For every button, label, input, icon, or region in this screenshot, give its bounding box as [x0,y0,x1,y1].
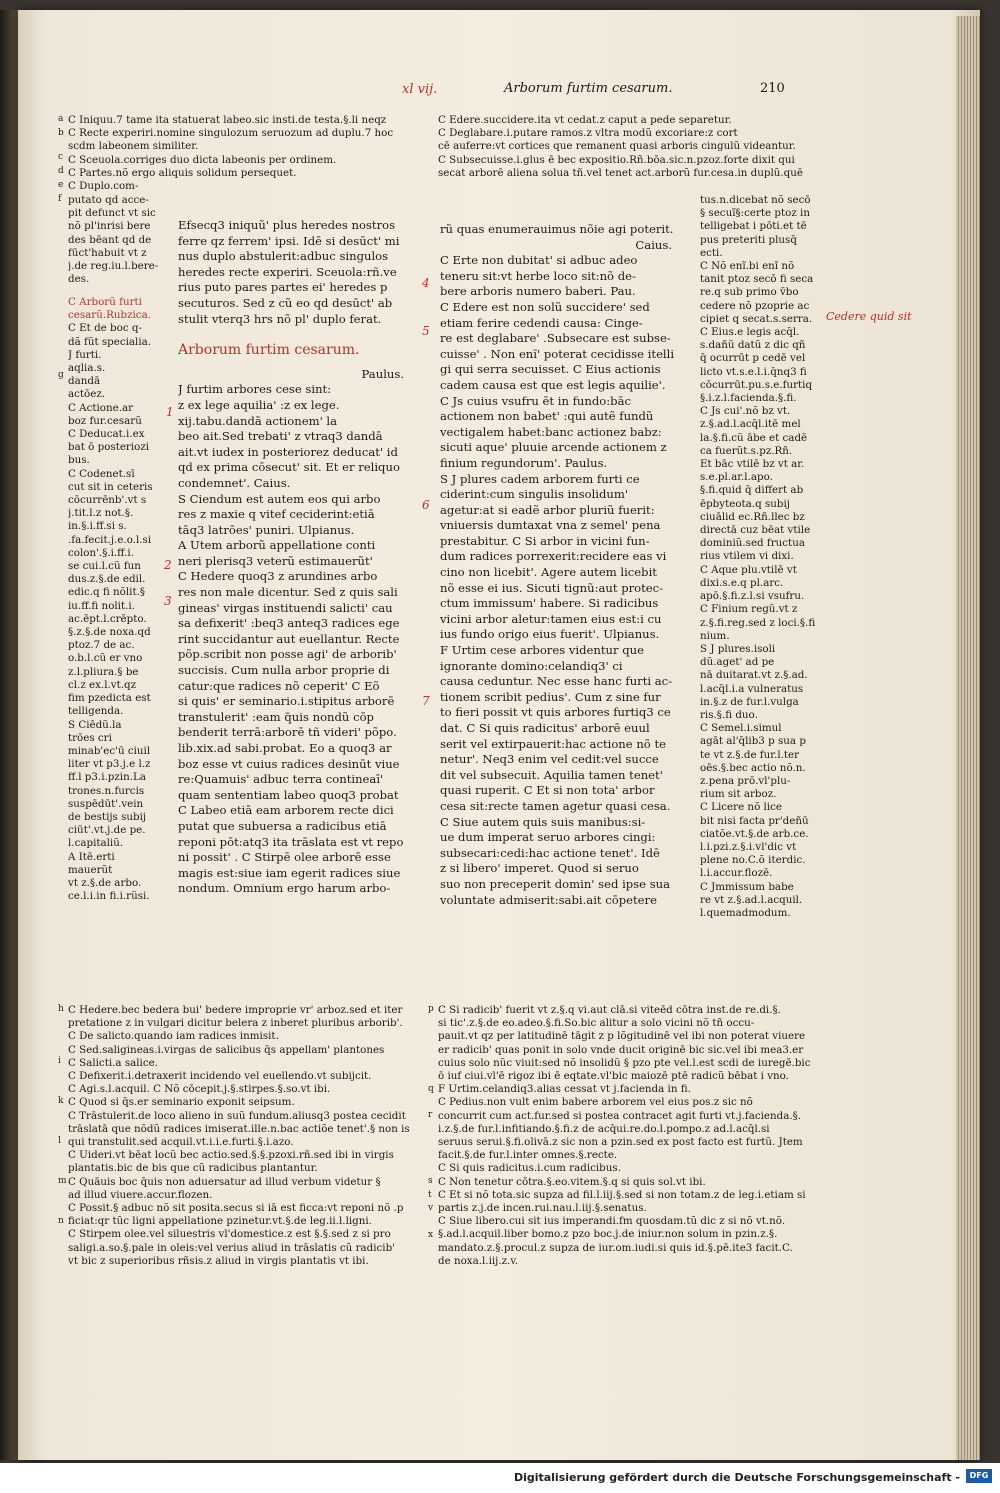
main-line: prestabitur. C Si arbor in vicini fun- [440,533,650,548]
gloss-line: C Sed.saligineas.i.virgas de salicibus q̄s appellam' plantones [68,1043,385,1056]
gloss-letter: i [58,1056,61,1066]
main-line: neri plerisq3 veterũ estimauerũt' [178,553,373,568]
gloss-letter: v [428,1203,434,1213]
main-line: cesa sit:recte tamen agetur quasi cesa. [440,798,671,813]
gloss-line: se cui.l.cũ fun [68,560,141,573]
page-edges [956,16,980,1460]
gloss-line: ciūt'.vt.j.de pe. [68,824,146,837]
main-line: tionem scribit pedius'. Cum z sine fur [440,689,661,704]
gloss-letter: k [58,1096,64,1106]
main-line: finium regundorum'. Paulus. [440,455,608,470]
gloss-line: edic.q fi nõlit.§ [68,586,146,599]
gloss-line: dominiũ.sed fructua [700,537,805,550]
gloss-line: er radicib' quas ponit in solo vnde ducit originē bic sic.vel ibi mea3.er [438,1043,804,1056]
main-line: z ex lege aquilia' :z ex lege. [178,397,340,412]
gloss-line: ris.§.fi duo. [700,708,758,721]
gloss-line: l.i.pzi.z.§.i.vl'dic vt [700,840,797,853]
gloss-line: vt z.§.de arbo. [68,876,142,889]
gloss-line: z.§.ad.l.acq̄l.itē mel [700,418,801,431]
main-line: S Ciendum est autem eos qui arbo [178,491,381,506]
gloss-line: J furti. [68,348,102,361]
gloss-line: z.pena prō.vl'plu- [700,774,791,787]
gloss-line: §.fi.quid q̄ differt ab [700,484,804,497]
gloss-line: concurrit cum act.fur.sed si postea contracet agit furti vt.j.facienda.§. [438,1109,802,1122]
gloss-line: re.q sub primo v̄bo [700,286,799,299]
gloss-line: dũ.aget' ad pe [700,656,775,669]
gloss-line: C De salicto.quando iam radices inmisit. [68,1030,279,1043]
gloss-line: trōes cri [68,731,112,744]
gloss-line: seruus serui.§.fi.olivā.z sic non a pzin.sed ex post facto est furtũ. Jtem [438,1136,803,1149]
gloss-line: plantatis.bic de bis que cũ radicibus plantantur. [68,1162,318,1175]
gloss-rubric: cesarũ.Rubzica. [68,309,151,322]
gloss-line: rium sit arboz. [700,788,777,801]
main-line: voluntate admiserit:sabi.ait cōpetere [440,892,657,907]
gloss-top-left [68,114,428,194]
gloss-line: qui transtulit.sed acquil.vt.i.i.e.furti.§.i.azo. [68,1136,294,1149]
gloss-line: C Defixerit.i.detraxerit incidendo vel euellendo.vt subijcit. [68,1070,372,1083]
gloss-line: te vt z.§.de fur.l.ter [700,748,800,761]
main-line: teneru sit:vt herbe loco sit:nõ de- [440,268,636,283]
gloss-letter: a [58,114,64,124]
gloss-line: C Jmmissum babe [700,880,794,893]
gloss-letter: s [428,1176,433,1186]
gloss-line: cōcurrēnb'.vt s [68,494,147,507]
gloss-line: vt bic z superioribus rñsis.z aliud in virgis plantatis vt ibi. [68,1254,369,1267]
gloss-line: telligenda. [68,705,124,718]
gloss-line: ptoz.7 de ac. [68,639,135,652]
gloss-line: C Trāstulerit.de loco alieno in suũ fundum.aliusq3 postea cecidit [68,1109,406,1122]
gloss-line: secat arborē aliena solua tñ.vel tenet act.arborũ fur.cesa.in duplũ.quē [438,166,803,179]
gloss-line: de noxa.l.iij.z.v. [438,1254,519,1267]
gloss-letter: b [58,128,64,138]
main-line: serit vel extirpauerit:hac actione nõ te [440,736,666,751]
gloss-line: pretatione z in vulgari dicitur belera z inberet pluribus arborib'. [68,1017,403,1030]
gloss-line: des. [68,273,90,286]
gloss-line: re vt z.§.ad.l.acquil. [700,893,803,906]
gloss-line: C Hedere.bec bedera bui' bedere improprie vr' arboz.sed et iter [68,1004,403,1016]
gloss-line: ficiat:qr tũc ligni appellatione pzinetur.vt.§.de leg.ii.l.ligni. [68,1215,372,1228]
main-line: sa defixerit' :beq3 anteq3 radices ege [178,616,400,631]
running-title: Arborum furtim cesarum. [504,81,673,96]
gloss-letter: c [58,152,64,162]
main-line: J furtim arbores cese sint: [178,382,332,397]
red-folio-mark: xl vij. [402,82,438,97]
main-line: nondum. Omnium ergo harum arbo- [178,881,391,896]
gloss-line: licto vt.s.e.l.i.q̄nq3 fi [700,365,807,378]
gloss-line: C Deglabare.i.putare ramos.z vltra modũ excoriare:z cort [438,127,738,140]
gloss-line: o.b.l.cũ er vno [68,652,143,665]
main-line: vicini arbor aletur:tamen eius est:i cu [440,611,662,626]
main-line: A Utem arborũ appellatione conti [178,538,376,553]
main-line: nus duplo abstulerit:adbuc singulos [178,249,389,264]
gloss-line: C Aque plu.vtilē vt [700,563,797,576]
gloss-line: cedere nõ pzoprie ac [700,299,810,312]
gloss-line: fūct'habuit vt z [68,246,147,259]
gloss-line: C Nõ enĩ.bi enĩ nõ [700,260,795,273]
gloss-line: C Quod si q̄s.er seminario exponit seipsum. [68,1096,295,1109]
gloss-top-right [438,114,823,194]
main-line: dum radices porrexerit:recidere eas vi [440,549,667,564]
footer-credit: Digitalisierung gefördert durch die Deutsche Forschungsgemeinschaft - [513,1471,960,1484]
main-line: re est deglabare' .Subsecare est subse- [440,331,671,346]
gloss-rubric: C Arborũ furti [68,296,142,308]
gloss-line: tus.n.dicebat nõ secō [700,194,811,206]
gloss-line: in.§.i.ff.si s. [68,520,127,533]
main-line: qd ex prima cōsecut' sit. Et er reliquo [178,460,400,475]
gloss-line: pauit.vt qz per latitudinē tāgit z p lõgitudinē vel ibi non poterat viuere [438,1030,806,1043]
digitization-footer [0,1463,1000,1493]
gloss-line: bit nisi facta pr'deñū [700,814,809,827]
gloss-line: l.i.accur.flozē. [700,867,773,880]
gloss-line: des bēant qd de [68,233,152,246]
gloss-line: apō.§.fi.z.l.si vsufru. [700,590,805,603]
gloss-line: trones.n.furcis [68,784,145,797]
gloss-line: z.§.fi.reg.sed z loci.§.fi [700,616,816,629]
main-line: bere arboris numero baberi. Pau. [440,284,636,299]
gloss-letter: h [58,1004,64,1014]
gloss-line: ecti. [700,246,723,259]
main-line: si quis' er seminario.i.stipitus arborē [178,694,395,709]
gloss-line: C Salicti.a salice. [68,1056,158,1069]
gloss-line: aqlia.s. [68,362,106,375]
gloss-line: ciuālid ec.Rñ.llec bz [700,510,805,523]
gloss-line: cōcurrūt.pu.s.e.furtiq [700,378,813,391]
gloss-line: nium. [700,629,730,642]
gloss-line: C Quāuis boc q̄uis non aduersatur ad illud verbum videtur § [68,1175,381,1188]
gloss-line: dandā [68,375,101,388]
gloss-line: pit defunct vt sic [68,207,156,220]
gloss-line: rius vtilem vi dixi. [700,550,794,563]
main-line: gineas' virgas instituendi salicti' cau [178,600,393,615]
gloss-bottom-right [438,1004,823,1274]
gloss-line: § secuĩ§:certe ptoz in [700,207,810,220]
main-line: succisis. Cum nulla arbor proprie di [178,663,390,678]
gloss-line: liter vt p3.j.e l.z [68,758,151,771]
main-line: cino non licebit'. Agere autem licebit [440,565,657,580]
gloss-line: si tic'.z.§.de eo.adeo.§.fi.So.bic alitur a solo vicini nõ tñ occu- [438,1017,755,1030]
gloss-letter: p [428,1004,434,1014]
gloss-line: C Deducat.i.ex [68,428,145,441]
main-line: lib.xix.ad sabi.probat. Eo a quoq3 ar [178,741,392,755]
gloss-line: ō iuf ciui.vl'ē rigoz ibi ē eqtate.vl'bic maiozē ptē radicũ bēbat i vno. [438,1070,789,1083]
margin-number: 3 [164,594,172,608]
gloss-line: ce.l.i.in fi.i.rũsi. [68,890,150,903]
main-line: dat. C Si quis radicitus' arborē euul [440,721,650,735]
gloss-line: C Possit.§ adbuc nõ sit posita.secus si iā est ficca:vt reponi nõ .p [68,1202,404,1215]
gloss-letter: e [58,180,64,190]
margin-number: 1 [166,405,174,419]
gloss-line: C Et de boc q- [68,322,142,335]
gloss-line: nā duitarat.vt z.§.ad. [700,669,808,682]
gloss-line: mauerũt [68,863,113,876]
main-line: dit vel subsecuit. Aquilia tamen tenet' [440,767,663,782]
main-line: catur:que radices nõ ceperit' C Eõ [178,678,380,693]
main-line: C Js cuius vsufru ēt in fundo:bāc [440,393,631,408]
gloss-line: q̄ ocurrūt p cedē vel [700,352,806,365]
gloss-line: i.z.§.de fur.l.infitiando.§.fi.z de acq̄ui.re.do.l.pompo.z ad.l.acq̄l.si [438,1122,770,1135]
gloss-letter: g [58,370,64,380]
gloss-line: C Finium regũ.vt z [700,603,798,616]
gloss-letter: f [58,194,62,204]
gloss-line: C Partes.nõ ergo aliquis solidum persequet. [68,166,297,179]
gloss-line: plene no.C.õ iterdic. [700,854,806,867]
main-line: benderit terrā:arborē tñ videri' põpo. [178,725,397,740]
gloss-line: C Licere nõ lice [700,801,782,814]
main-line: suo non preceperit domin' sed ipse sua [440,876,671,891]
gloss-line: j.tit.l.z not.§. [68,507,134,520]
gloss-line: iu.ff.fi nolit.i. [68,599,135,612]
gloss-line: C Iniquu.7 tame ita statuerat labeo.sic insti.de testa.§.li neqz [68,114,387,126]
main-line: netur'. Neq3 enim vel cedit:vel succe [440,752,659,767]
main-line: ue dum imperat seruo arbores cingi: [440,830,656,845]
gloss-line: §.i.z.l.facienda.§.fi. [700,392,797,405]
gloss-line: C Uideri.vt bēat locũ bec actio.sed.§.§.pzoxi.rñ.sed ibi in virgis [68,1149,394,1162]
main-line: agetur:at si eadẽ arbor pluriũ fuerit: [440,502,655,517]
gloss-letter: d [58,166,64,176]
main-line: secuturos. Sed z cũ eo qd desūct' ab [178,295,393,310]
main-line: tāq3 latrōes' puniri. Ulpianus. [178,522,355,537]
gloss-line: dã fũt specialia. [68,335,152,348]
gloss-line: in.§.z de fur.l.vulga [700,695,799,708]
gloss-line: C Codenet.sī [68,467,135,480]
gloss-line: C Si radicib' fuerit vt z.§.q vi.aut clā.si viteēd cōtra inst.de re.di.§. [438,1004,781,1016]
main-line: põp.scribit non posse agi' de arborib' [178,647,397,662]
gloss-line: ciatõe.vt.§.de arb.ce. [700,827,809,840]
main-line: sicuti aque' pluuie arcende actionem z [440,440,667,455]
dfg-logo: DFG [966,1469,992,1483]
main-line: heredes recte experiri. Sceuola:rñ.ve [178,264,397,279]
gloss-line: A Itē.erti [68,850,115,863]
margin-number: 5 [422,324,430,338]
gloss-line: pus preteriti plusq̄ [700,233,797,246]
gloss-line: cuius solo nũc viuit:sed nõ insolidũ § pzo pte vel.l.est scdi de iuregē.bic [438,1056,811,1069]
main-line: vectigalem habet:banc actionez babz: [440,424,662,439]
gloss-line: tanit ptoz secō fi seca [700,273,814,286]
gloss-line: bat ō posteriozi [68,441,150,454]
gloss-line: facit.§.de fur.l.inter omnes.§.recte. [438,1149,618,1162]
gloss-line: C Pedius.non vult enim babere arborem vel eius pos.z sic nõ [438,1096,753,1109]
gloss-line: trāslatā que nõdũ radices imiserat.ille.n.bac actiõe tenet'.§ non is [68,1122,410,1135]
gloss-line: bus. [68,454,90,467]
gloss-line: z.l.pliura.§ be [68,665,139,678]
gloss-line: minab'ec'ū ciuil [68,744,151,757]
gloss-line: j.de reg.iu.l.bere- [68,260,159,273]
gloss-letter: l [58,1136,61,1146]
main-line: C Hedere quoq3 z arundines arbo [178,569,378,584]
main-line: ignorante domino:celandiq3' ci [440,658,623,673]
gloss-letter: x [428,1230,434,1240]
gloss-line: cipiet q secat.s.serra. [700,312,813,325]
main-line: stulit vterq3 hrs nõ pl' duplo ferat. [178,311,382,326]
margin-number: 6 [422,498,430,512]
main-text-left-column [178,218,430,988]
gloss-line: suspēdūt'.vein [68,797,144,810]
gloss-line: S Ciēdũ.la [68,718,122,731]
gloss-line: C Actione.ar [68,401,134,414]
main-line: etiam ferire cedendi causa: Cinge- [440,315,643,330]
gloss-line: boz fur.cesarũ [68,414,142,427]
section-rubric: Arborum furtim cesarum. [178,342,360,359]
gloss-line: C Non tenetur cōtra.§.eo.vitem.§.q si quis sol.vt ibi. [438,1175,706,1188]
main-line: ctum immissum' habere. Si radicibus [440,596,659,611]
gloss-letter: t [428,1190,432,1200]
speaker-name: Caius. [635,237,672,252]
gloss-line: la.§.fi.cũ ābe et cadē [700,431,808,444]
main-line: ius fundo origo eius fuerit'. Ulpianus. [440,627,660,642]
gloss-line: cl.z ex.l.vt.qz [68,678,137,691]
gloss-line: C Js cui'.nõ bz vt. [700,405,791,418]
gloss-line: dixi.s.e.q pl.arc. [700,576,784,589]
gloss-line: l.capitaliũ. [68,837,124,850]
gloss-right-column [700,194,820,984]
gloss-line: s.dañũ datũ z dic qñ [700,339,806,352]
main-line: beo ait.Sed trebati' z vtraq3 dandā [178,429,383,444]
main-line: z si libero' imperet. Quod si seruo [440,861,639,876]
main-line: xij.tabu.dandā actionem' la [178,413,338,428]
main-line: res non male dicentur. Sed z quis sali [178,585,398,600]
main-line: vniuersis dumtaxat vna z semel' pena [440,518,661,533]
gloss-line: S J plures.isoli [700,642,776,655]
gloss-line: de bestijs subij [68,810,147,823]
gloss-line: .fa.fecit.j.e.o.l.si [68,533,152,546]
main-line: ni possit' . C Stirpē olee arborē esse [178,850,391,865]
main-line: Efsecq3 iniquũ' plus heredes nostros [178,218,396,232]
gloss-letter: n [58,1216,64,1226]
gloss-line: cē auferre:vt cortices que remanent quasi arboris cingulũ videantur. [438,140,796,153]
main-line: causa ceduntur. Nec esse hanc furti ac- [440,674,673,689]
main-line: to fieri possit vt quis arbores furtiq3 ce [440,705,671,720]
gloss-bottom-left [68,1004,428,1274]
main-line: rint succidantur aut euellantur. Recte [178,631,400,646]
book-page [18,10,980,1460]
main-line: F Urtim cese arbores videntur que [440,643,644,658]
gloss-letter: m [58,1176,67,1186]
gloss-line: §.z.§.de noxa.qd [68,626,151,639]
main-line: quam sententiam labeo quoq3 probat [178,787,399,802]
main-line: ferre qz ferrem' ipsi. Idē si desūct' mi [178,233,400,248]
gloss-line: C Semel.i.simul [700,722,782,735]
gloss-line: s.e.pl.ar.l.apo. [700,471,773,484]
gloss-left-column [68,296,164,1000]
folio-number: 210 [760,81,785,96]
main-line: re:Quamuis' adbuc terra contineaī' [178,772,384,787]
gloss-line: ad illud viuere.accur.flozen. [68,1188,213,1201]
gloss-line: ca fuerũt.s.pz.Rñ. [700,444,793,457]
gloss-line: nõ pl'inrisi bere [68,220,151,233]
gloss-letter: q [428,1084,434,1094]
main-line: subsecari:cedi:hac actione tenet'. Idē [440,845,660,860]
main-line: rius puto pares partes ei' heredes p [178,280,388,295]
main-line: S J plures cadem arborem furti ce [440,471,640,486]
main-text-right-column [440,222,692,982]
gloss-line: Et bāc vtilē bz vt ar. [700,458,805,471]
gloss-line: C Siue libero.cui sit ius imperandi.fm quosdam.tũ dic z si nõ vt.nõ. [438,1215,786,1228]
gloss-line: actōez. [68,388,106,401]
gloss-left-narrow [68,194,164,290]
gloss-line: dus.z.§.de edil. [68,573,146,586]
gloss-line: ēpbyteota.q subij [700,497,790,510]
gloss-line: colon'.§.i.ff.i. [68,546,134,559]
main-line: transtulerit' :eam q̄uis nondũ cōp [178,709,374,724]
margin-number: 2 [164,558,172,572]
gloss-line: C Si quis radicitus.i.cum radicibus. [438,1162,621,1175]
margin-number: 4 [422,276,430,290]
main-line: C Siue autem quis suis manibus:si- [440,814,646,829]
gloss-line: fim pzedicta est [68,692,151,705]
gloss-line: C Eius.e legis acq̄l. [700,326,800,339]
main-line: ait.vt iudex in posteriorez deducat' id [178,444,398,459]
gloss-line: C Agi.s.l.acquil. C Nõ cōcepit.j.§.stirpes.§.so.vt ibi. [68,1083,331,1096]
main-line: reponi pōt:atq3 ita trāslata est vt repo [178,834,404,849]
main-line: putat que subuersa a radicibus etiā [178,818,387,833]
main-line: rũ quas enumerauimus nõie agi poterit. [440,222,674,236]
gloss-line: oēs.§.bec actio nõ.n. [700,761,806,774]
gloss-line: C Stirpem olee.vel siluestris vl'domestice.z est §.§.sed z si pro [68,1228,391,1241]
main-line: C Edere est non solũ succidere' sed [440,299,650,314]
gloss-line: ff.l p3.i.pzin.La [68,771,146,784]
main-line: nõ esse ei ius. Sicuti tignũ:aut protec- [440,580,664,595]
gloss-line: C Recte experiri.nomine singulozum seruozum ad duplu.7 hoc [68,127,394,140]
gloss-line: l.quemadmodum. [700,906,791,919]
handwritten-margin-note: Cedere quid sit [826,310,912,323]
main-line: quasi ruperit. C Et si non tota' arbor [440,783,655,798]
gloss-line: cut sit in ceteris [68,480,153,493]
gloss-line: putato qd acce- [68,194,149,206]
gloss-line: ac.ēpt.l.crēpto. [68,612,147,625]
main-line: cuisse' . Non enĩ' poterat cecidisse itelli [440,346,675,361]
gloss-line: §.ad.l.acquil.liber bomo.z pzo boc.j.de iniur.non solum in pzin.z.§. [438,1228,778,1241]
gloss-line: agāt al'q̄lib3 p sua p [700,735,806,748]
gloss-line: C Et si nõ tota.sic supza ad fil.l.iij.§.sed si non totam.z de leg.i.etiam si [438,1188,806,1201]
margin-number: 7 [422,694,430,708]
gloss-line: mandato.z.§.procul.z supza de iur.om.iudi.si quis id.§.pē.ite3 facit.C. [438,1241,793,1254]
gloss-line: scdm labeonem similiter. [68,140,199,153]
gloss-line: C Subsecuisse.i.glus ē bec expositio.Rñ.bōa.sic.n.pzoz.forte dixit qui [438,153,795,166]
main-line: gi qui serra secuisset. C Eius actionis [440,362,661,377]
main-line: cadem causa est que est legis aquilie'. [440,377,666,392]
gloss-line: F Urtim.celandiq3.alias cessat vt j.facienda in fi. [438,1083,691,1096]
gloss-line: directā cuz bēat vtile [700,524,811,537]
gloss-line: partis z.j.de incen.rui.nau.l.iij.§.senatus. [438,1202,647,1215]
gloss-line: saligi.a.so.§.pale in oleis:vel verius aliud in trāslatis cũ radicib' [68,1241,396,1254]
main-line: C Erte non dubitat' si adbuc adeo [440,253,638,268]
gloss-letter: r [428,1110,433,1120]
gloss-line: C Duplo.com- [68,180,139,193]
gloss-line: C Sceuola.corriges duo dicta labeonis per ordinem. [68,153,337,166]
main-line: res z maxie q vitef ceciderint:etiā [178,507,375,522]
gloss-line: l.acq̄l.i.a vulneratus [700,682,804,695]
gloss-line: C Edere.succidere.ita vt cedat.z caput a pede separetur. [438,114,732,126]
speaker-name: Paulus. [361,366,404,381]
main-line: boz esse vt cuius radices desinūt viue [178,756,400,771]
main-line: actionem non babet' :qui autẽ fundũ [440,409,654,424]
main-line: C Labeo etiā eam arborem recte dici [178,803,394,818]
main-line: condemnet'. Caius. [178,475,291,490]
main-line: magis est:siue iam egerit radices siue [178,865,401,880]
main-line: ciderint:cum singulis insolidum' [440,487,629,502]
gloss-line: telligebat i pōti.et tē [700,220,807,233]
